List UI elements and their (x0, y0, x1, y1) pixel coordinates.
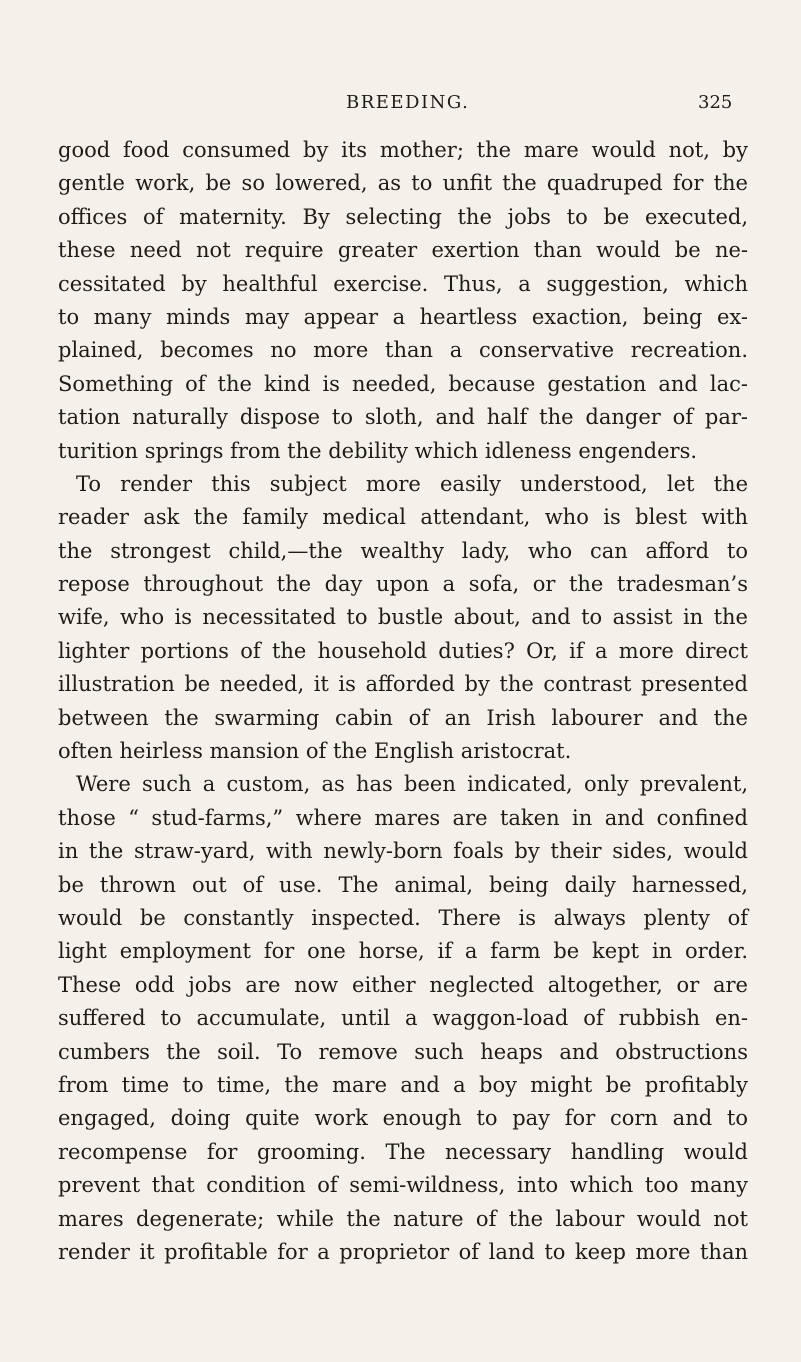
text-line: reader ask the family medical attendant, who is blest with (58, 505, 748, 530)
text-line: Were such a custom, as has been indicated, only prevalent, (76, 772, 748, 797)
text-line: these need not require greater exertion than would be ne- (58, 238, 748, 263)
text-line: recompense for grooming. The necessary handling would (58, 1139, 748, 1164)
text-line: gentle work, be so lowered, as to unfit the quadruped for the (58, 171, 748, 196)
text-line: to many minds may appear a heartless exaction, being ex- (58, 304, 748, 329)
text-line: repose throughout the day upon a sofa, or the tradesman’s (58, 572, 748, 597)
text-line: be thrown out of use. The animal, being daily harnessed, (58, 872, 748, 897)
text-line: from time to time, the mare and a boy might be profitably (58, 1072, 748, 1097)
text-line: These odd jobs are now either neglected altogether, or are (58, 972, 748, 997)
page-number: 325 (698, 92, 733, 113)
text-line: illustration be needed, it is afforded by the contrast presented (58, 672, 748, 697)
running-head: BREEDING. (346, 92, 470, 113)
text-line: good food consumed by its mother; the mare would not, by (58, 138, 748, 162)
text-line: turition springs from the debility which idleness engenders. (58, 438, 698, 463)
text-line: prevent that condition of semi-wildness, into which too many (58, 1173, 748, 1198)
text-line: engaged, doing quite work enough to pay for corn and to (58, 1106, 748, 1131)
text-line: cumbers the soil. To remove such heaps and obstructions (58, 1039, 748, 1064)
text-line: mares degenerate; while the nature of the labour would not (58, 1206, 748, 1231)
text-line: often heirless mansion of the English aristocrat. (58, 739, 572, 764)
text-line: tation naturally dispose to sloth, and half the danger of par- (58, 405, 748, 430)
text-line: lighter portions of the household duties? Or, if a more direct (58, 638, 748, 663)
text-line: those “ stud-farms,” where mares are taken in and confined (58, 805, 748, 830)
text-line: light employment for one horse, if a farm be kept in order. (58, 939, 748, 964)
page-header (0, 92, 801, 122)
text-line: wife, who is necessitated to bustle about, and to assist in the (58, 605, 748, 630)
text-line: plained, becomes no more than a conservative recreation. (58, 338, 748, 363)
text-line: in the straw-yard, with newly-born foals by their sides, would (58, 839, 748, 864)
text-line: To render this subject more easily understood, let the (76, 471, 748, 496)
text-line: Something of the kind is needed, because gestation and lac- (58, 371, 748, 396)
text-line: the strongest child,—the wealthy lady, who can afford to (58, 538, 748, 563)
text-line: offices of maternity. By selecting the jobs to be executed, (58, 204, 748, 229)
text-line: between the swarming cabin of an Irish labourer and the (58, 705, 748, 730)
text-line: would be constantly inspected. There is always plenty of (58, 905, 748, 930)
text-line: suffered to accumulate, until a waggon-load of rubbish en- (58, 1006, 748, 1031)
text-line: cessitated by healthful exercise. Thus, a suggestion, which (58, 271, 748, 296)
text-line: render it profitable for a proprietor of land to keep more than (58, 1239, 748, 1264)
body-text (58, 134, 748, 1269)
